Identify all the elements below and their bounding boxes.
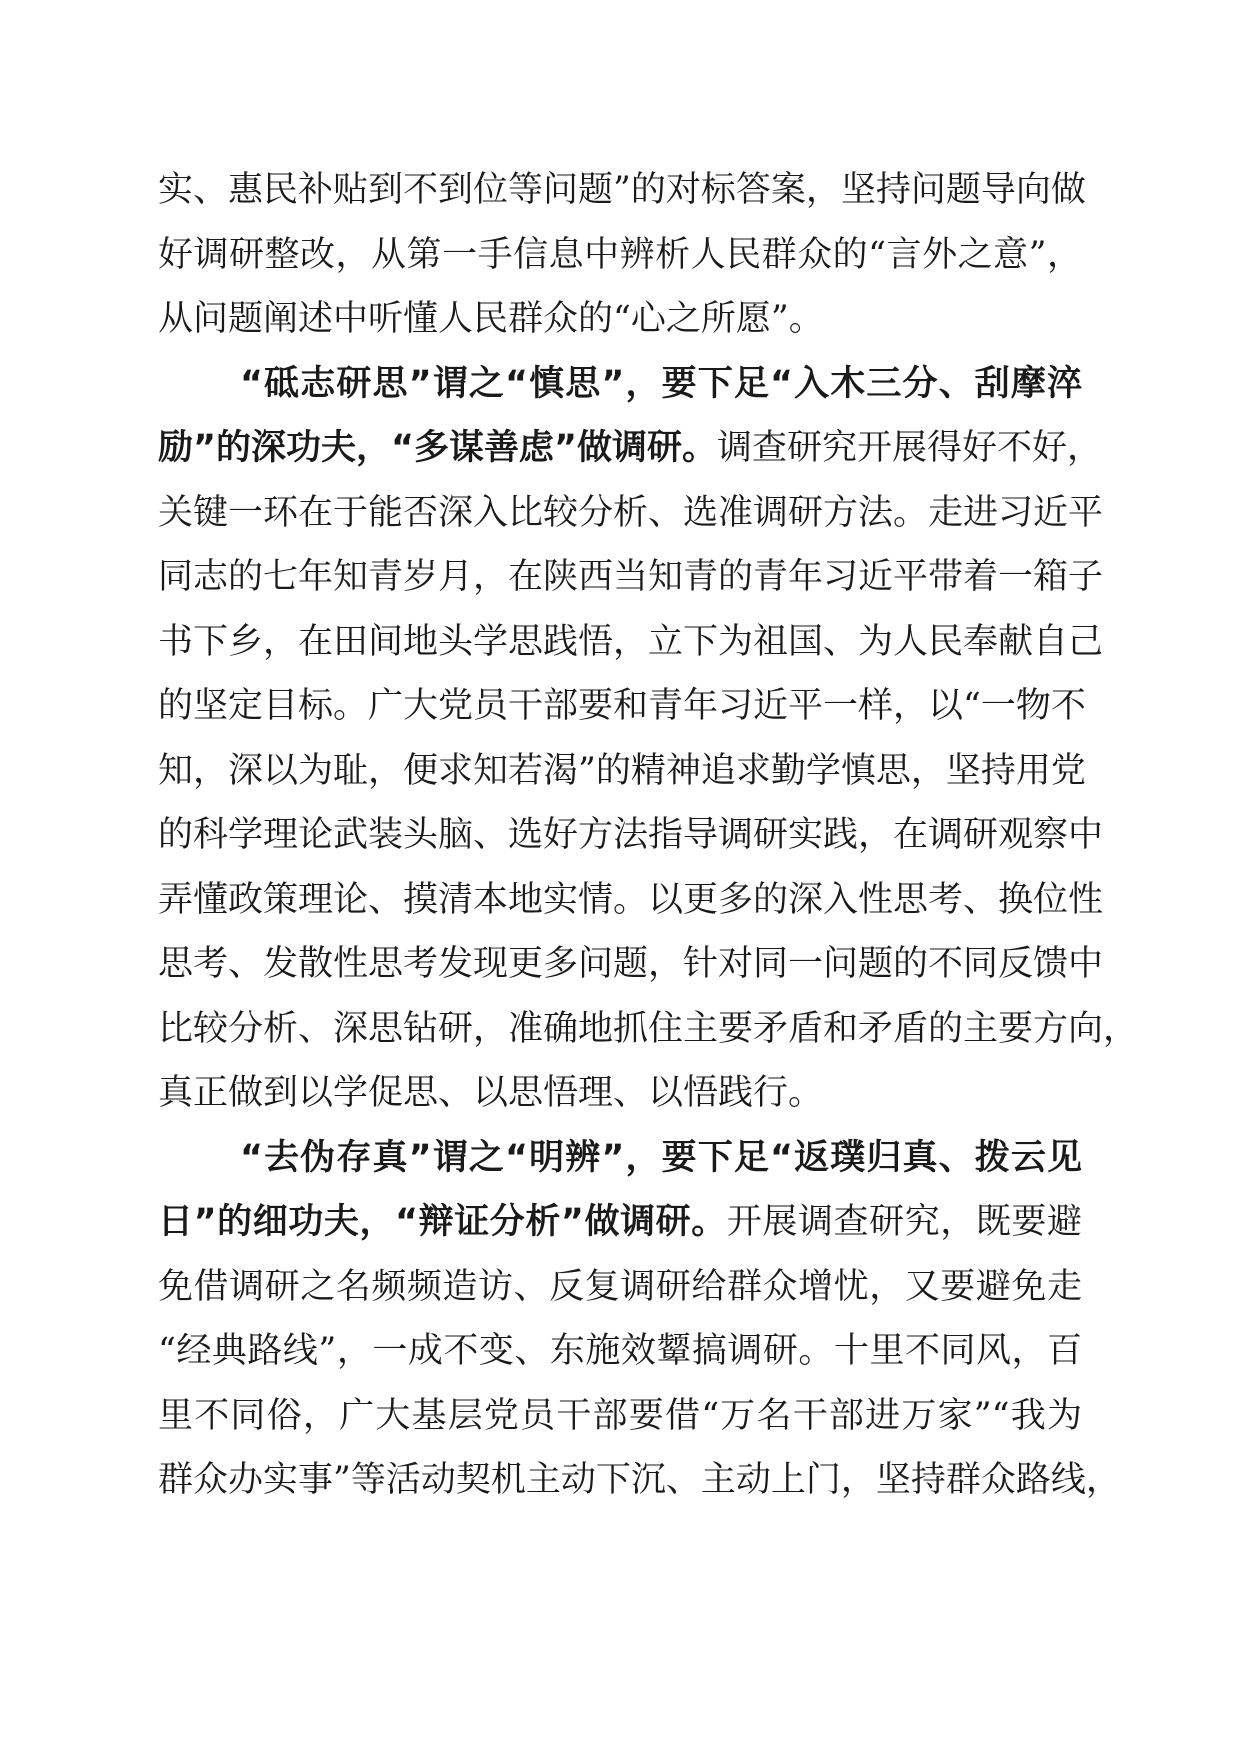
text-line xyxy=(158,481,1104,545)
text-line xyxy=(158,158,1086,222)
text-line xyxy=(158,1255,1082,1319)
text-segment: 真正做到以学促思、以思悟理、以悟践行。 xyxy=(158,1073,824,1113)
text-segment: 书下乡，在田间地头学思践悟，立下为祖国、为人民奉献自己 xyxy=(158,621,1104,662)
text-segment: 弄懂政策理论、摸清本地实情。以更多的深入性思考、换位性 xyxy=(158,879,1104,920)
text-line xyxy=(158,1319,1082,1383)
text-segment: 的坚定目标。广大党员干部要和青年习近平一样，以“一物不 xyxy=(158,686,1086,726)
bold-text-segment: “去伪存真”谓之“明辨”，要下足“返璞归真、拨云见 xyxy=(240,1137,1082,1178)
text-line xyxy=(158,1190,1082,1254)
text-line xyxy=(158,1061,1082,1125)
bold-text-segment: 日”的细功夫，“辩证分析”做调研。 xyxy=(158,1202,727,1242)
text-line xyxy=(158,287,1082,351)
text-segment: 思考、发散性思考发现更多问题，针对同一问题的不同反馈中 xyxy=(158,944,1104,984)
text-segment: 知，深以为耻，便求知若渴”的精神追求勤学慎思，坚持用党 xyxy=(158,750,1086,791)
text-segment: 调查研究开展得好不好， xyxy=(717,428,1103,468)
text-line xyxy=(158,932,1104,996)
text-line xyxy=(158,1448,1121,1512)
text-segment: “经典路线”，一成不变、东施效颦搞调研。十里不同风，百 xyxy=(158,1331,1082,1371)
text-line xyxy=(158,416,1103,480)
text-segment: 开展调查研究，既要避 xyxy=(726,1202,1082,1242)
text-segment: 实、惠民补贴到不到位等问题”的对标答案，坚持问题导向做 xyxy=(158,170,1086,210)
text-line xyxy=(158,1384,1082,1448)
text-line xyxy=(240,1126,1082,1190)
text-line xyxy=(158,803,1104,867)
text-segment: 免借调研之名频频造访、反复调研给群众增忧，又要避免走 xyxy=(158,1266,1082,1307)
text-line xyxy=(158,545,1104,609)
text-line xyxy=(158,674,1086,738)
text-line xyxy=(158,997,1139,1061)
text-line xyxy=(158,739,1086,803)
text-segment: 从问题阐述中听懂人民群众的“心之所愿”。 xyxy=(158,299,824,339)
bold-text-segment: 励”的深功夫，“多谋善虑”做调研。 xyxy=(158,428,718,468)
text-line xyxy=(158,868,1104,932)
text-line xyxy=(240,352,1082,416)
text-line xyxy=(158,223,1082,287)
text-segment: 关键一环在于能否深入比较分析、选准调研方法。走进习近平 xyxy=(158,492,1104,533)
text-segment: 里不同俗，广大基层党员干部要借“万名干部进万家”“我为 xyxy=(158,1395,1082,1436)
text-segment: 同志的七年知青岁月，在陕西当知青的青年习近平带着一箱子 xyxy=(158,557,1104,597)
text-segment: 比较分析、深思钻研，准确地抓住主要矛盾和矛盾的主要方向， xyxy=(158,1008,1139,1049)
bold-text-segment: “砥志研思”谓之“慎思”，要下足“入木三分、刮摩淬 xyxy=(240,363,1082,404)
text-segment: 的科学理论武装头脑、选好方法指导调研实践，在调研观察中 xyxy=(158,815,1104,855)
text-line xyxy=(158,610,1104,674)
text-segment: 群众办实事”等活动契机主动下沉、主动上门，坚持群众路线， xyxy=(158,1460,1121,1500)
text-segment: 好调研整改，从第一手信息中辨析人民群众的“言外之意”， xyxy=(158,234,1082,275)
